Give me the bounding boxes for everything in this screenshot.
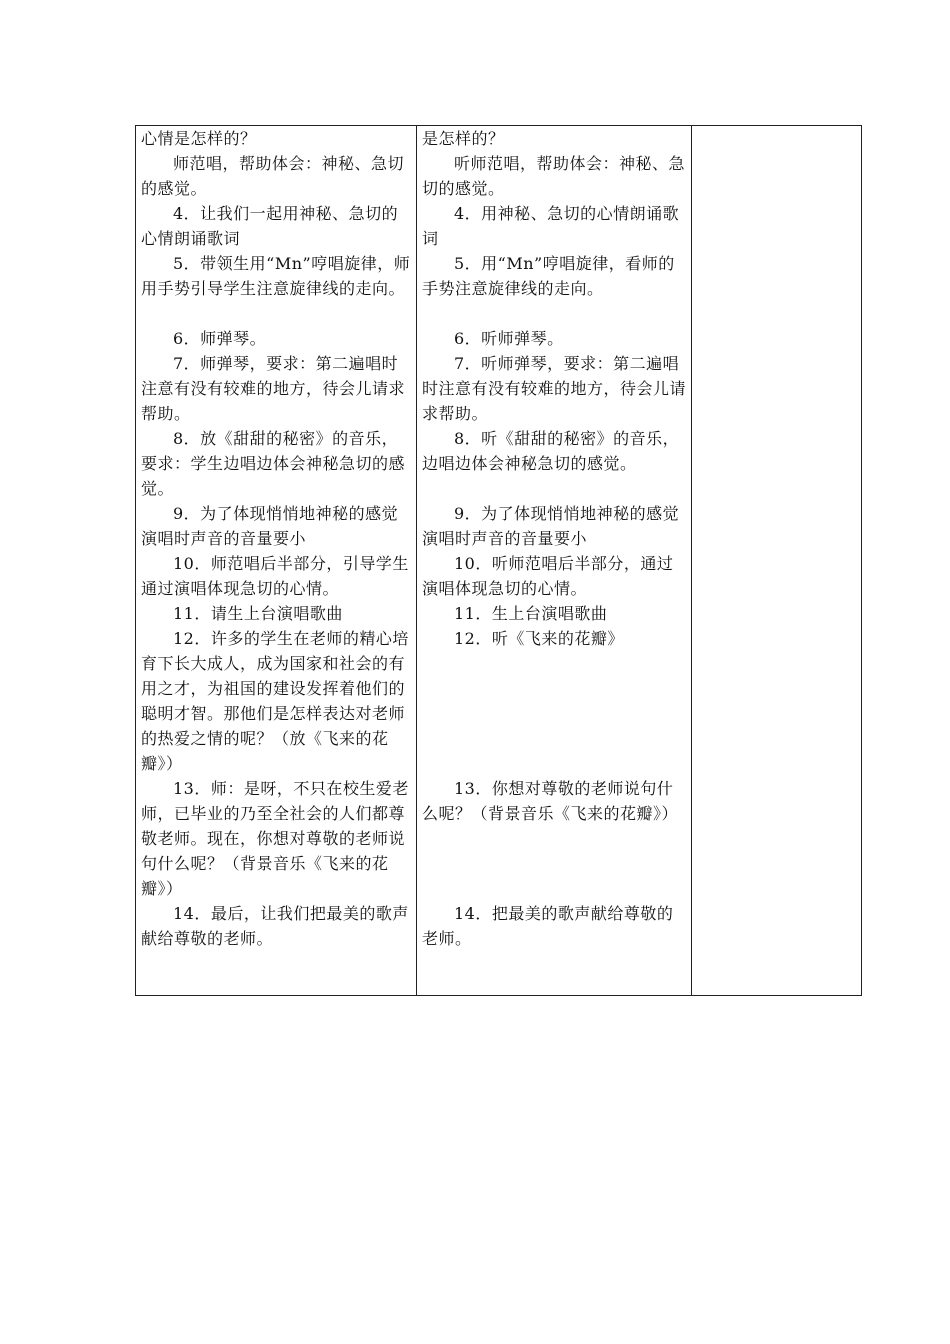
- teacher-step-7: 7．师弹琴，要求：第二遍唱时注意有没有较难的地方，待会儿请求帮助。: [141, 354, 406, 423]
- teacher-line-1: 师范唱，帮助体会：神秘、急切的感觉。: [141, 154, 405, 198]
- student-step-10: 10．听师范唱后半部分，通过演唱体现急切的心情。: [422, 554, 674, 598]
- teacher-step-12: 12．许多的学生在老师的精心培育下长大成人，成为国家和社会的有用之才，为祖国的建设发挥着他们的聪明才智。那他们是怎样表达对老师的热爱之情的呢？（放《飞来的花瓣》）: [141, 629, 409, 773]
- student-step-4: 4．用神秘、急切的心情朗诵歌词: [422, 204, 680, 248]
- student-step-7: 7．听师弹琴，要求：第二遍唱时注意有没有较难的地方，待会儿请求帮助。: [422, 354, 687, 423]
- teacher-line-0: 心情是怎样的？: [141, 129, 257, 148]
- teacher-step-14: 14．最后，让我们把最美的歌声献给尊敬的老师。: [141, 904, 409, 948]
- student-step-11: 11．生上台演唱歌曲: [454, 604, 608, 623]
- notes-column: [692, 126, 861, 995]
- student-step-12: 12．听《飞来的花瓣》: [454, 629, 624, 648]
- student-step-8: 8．听《甜甜的秘密》的音乐，边唱边体会神秘急切的感觉。: [422, 429, 680, 473]
- teacher-step-8: 8．放《甜甜的秘密》的音乐，要求：学生边唱边体会神秘急切的感觉。: [141, 429, 406, 498]
- student-step-13: 13．你想对尊敬的老师说句什么呢？（背景音乐《飞来的花瓣》）: [422, 779, 679, 823]
- student-activity-column: [417, 126, 692, 995]
- teacher-step-13: 13．师：是呀，不只在校生爱老师，已毕业的乃至全社会的人们都尊敬老师。现在，你想对尊敬的老师说句什么呢？（背景音乐《飞来的花瓣》）: [141, 779, 409, 898]
- teacher-step-5: 5．带领生用“Mn”哼唱旋律，师用手势引导学生注意旋律线的走向。: [141, 254, 411, 298]
- teacher-step-10: 10．师范唱后半部分，引导学生通过演唱体现急切的心情。: [141, 554, 409, 598]
- teacher-step-6: 6．师弹琴。: [173, 329, 267, 348]
- student-step-14: 14．把最美的歌声献给尊敬的老师。: [422, 904, 674, 948]
- teacher-step-4: 4．让我们一起用神秘、急切的心情朗诵歌词: [141, 204, 399, 248]
- lesson-plan-table: [135, 125, 862, 996]
- student-line-0: 是怎样的？: [422, 129, 505, 148]
- student-step-9: 9．为了体现悄悄地神秘的感觉演唱时声音的音量要小: [422, 504, 680, 548]
- student-step-6: 6．听师弹琴。: [454, 329, 564, 348]
- student-line-1: 听师范唱，帮助体会：神秘、急切的感觉。: [422, 154, 686, 198]
- teacher-activity-column: [136, 126, 417, 995]
- student-step-5: 5．用“Mn”哼唱旋律，看师的手势注意旋律线的走向。: [422, 254, 675, 298]
- teacher-step-9: 9．为了体现悄悄地神秘的感觉演唱时声音的音量要小: [141, 504, 399, 548]
- teacher-step-11: 11．请生上台演唱歌曲: [173, 604, 343, 623]
